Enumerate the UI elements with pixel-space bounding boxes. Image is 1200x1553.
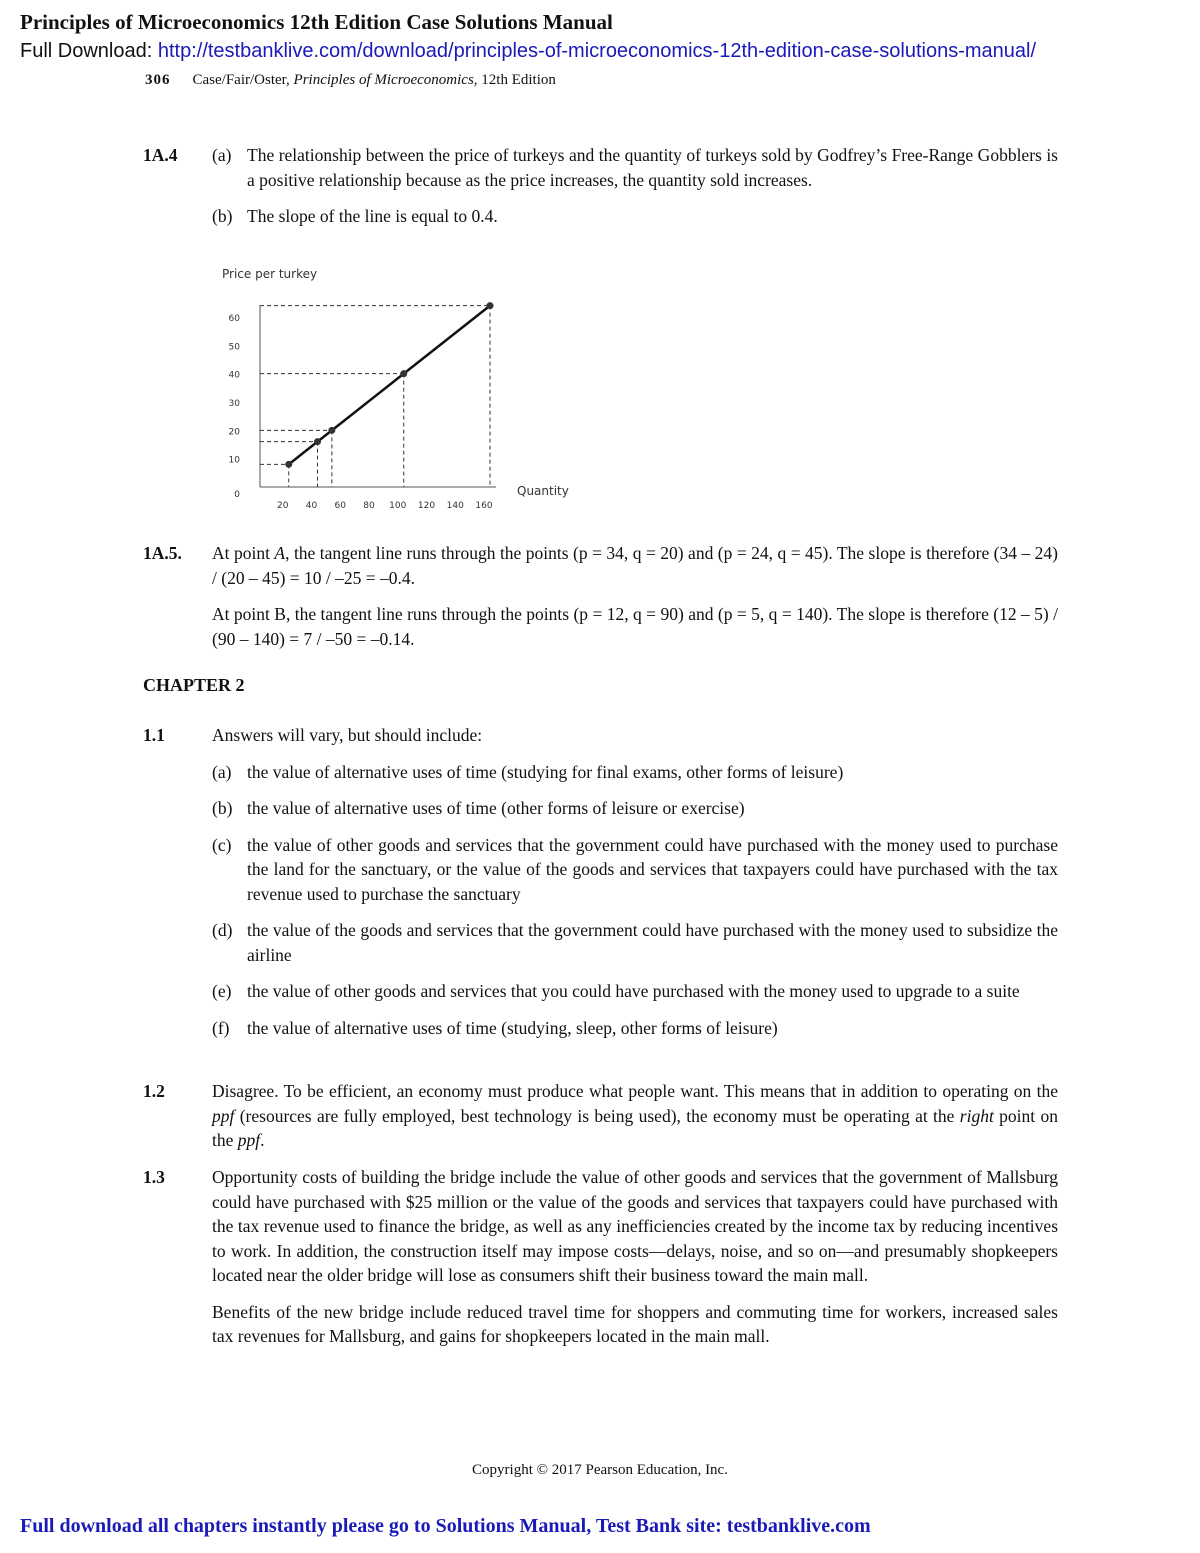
list-item: [212, 1016, 1058, 1041]
emphasis: ppf: [237, 1130, 261, 1150]
x-tick-label: 60: [334, 501, 346, 511]
question-number: 1.3: [143, 1167, 165, 1187]
text-span: (resources are fully employed, best technology is being used), the economy must be operating at the: [234, 1105, 960, 1126]
list-item-text: the value of other goods and services that you could have purchased with the money used to upgrade to a suite: [247, 981, 1020, 1001]
text-span: , the tangent line runs through the points (p = 34, q = 20) and (p = 24, q = 45). The slope is therefore (34 – 24) / (20 – 45) = 10 / –25 = –0.4.: [212, 543, 1058, 588]
y-tick-label: 20: [228, 427, 240, 438]
answer-a: [212, 143, 1058, 192]
answer-label: (a): [212, 145, 232, 165]
list-item-text: the value of alternative uses of time (studying for final exams, other forms of leisure): [247, 761, 844, 782]
x-tick-label: 140: [446, 501, 464, 511]
running-head-book-title: Principles of Microeconomics: [293, 72, 474, 88]
list-item-text: the value of alternative uses of time (studying, sleep, other forms of leisure): [247, 1017, 778, 1038]
problem-number: 1A.5.: [143, 543, 182, 563]
list-item-label: (d): [212, 920, 233, 940]
text-span: Disagree. To be efficient, an economy must produce what people want. This means that in addition to operating on the: [212, 1081, 1058, 1101]
text-span: .: [260, 1130, 265, 1150]
emphasis: ppf: [212, 1105, 235, 1126]
paragraph-point-b: At point B, the tangent line runs through the points (p = 12, q = 90) and (p = 5, q = 140). The slope is therefore (12 – 5) / (90 – 140) = 7 / –50 = –0.14.: [212, 604, 1058, 649]
question-intro: Answers will vary, but should include:: [212, 725, 483, 745]
costs-paragraph: Opportunity costs of building the bridge include the value of other goods and services that the government of Mallsburg could have purchased with $25 million or the value of the goods and services that taxpayers could have purchased with the tax revenue used to finance the bridge, as well as any inefficiencies created by the income tax by reducing incentives to work. In addition, the construction itself may impose costs—delays, noise, and so on—and presumably shopkeepers located near the older bridge will lose as consumers shift their business toward the main mall.: [212, 1167, 1058, 1285]
data-point: [400, 370, 407, 377]
x-tick-label: 20: [277, 501, 289, 511]
y-tick-label: 0: [234, 490, 240, 500]
running-head-suffix: , 12th Edition: [473, 72, 556, 88]
x-tick-label: 40: [305, 501, 318, 511]
list-item-text: the value of other goods and services that the government could have purchased with the money used to purchase the land for the sanctuary, or the value of the goods and services that taxpayers could have purchased with the tax revenue used to purchase the sanctuary: [247, 834, 1058, 904]
x-axis-label: Quantity: [517, 484, 569, 498]
y-tick-label: 60: [228, 314, 240, 324]
question-1-1: [143, 723, 1058, 1040]
problem-1a4: [143, 143, 1058, 229]
download-label: Full Download:: [20, 40, 158, 62]
running-head-prefix: Case/Fair/Oster,: [192, 72, 294, 88]
list-item-label: (f): [212, 1017, 230, 1038]
footer-download-link[interactable]: Full download all chapters instantly please go to Solutions Manual, Test Bank site: testbanklive.com: [20, 1515, 871, 1537]
download-link[interactable]: http://testbanklive.com/download/principles-of-microeconomics-12th-edition-case-solutions-manual/: [157, 40, 1037, 62]
y-axis-label: Price per turkey: [222, 267, 318, 281]
benefits-paragraph: Benefits of the new bridge include reduced travel time for shoppers and commuting time for workers, increased sales tax revenues for Mallsburg, and gains for shopkeepers located in the main mall.: [212, 1301, 1058, 1346]
copyright: Copyright © 2017 Pearson Education, Inc.: [472, 1462, 728, 1478]
data-point: [328, 427, 335, 434]
problem-1a5: [143, 541, 1058, 651]
text-span: At point: [212, 543, 275, 563]
y-tick-label: 40: [228, 370, 240, 381]
question-number: 1.2: [143, 1081, 165, 1101]
point-label: A: [274, 543, 286, 563]
running-head: [145, 72, 556, 89]
x-tick-label: 160: [475, 501, 493, 511]
turkey-price-chart: [200, 262, 600, 517]
list-item-label: (c): [212, 834, 232, 855]
banner-title: Principles of Microeconomics 12th Edition Case Solutions Manual: [20, 10, 613, 34]
answer-text: The slope of the line is equal to 0.4.: [247, 206, 498, 226]
y-tick-label: 30: [228, 399, 240, 409]
data-point: [285, 461, 292, 468]
y-tick-label: 10: [228, 455, 240, 466]
data-point: [314, 438, 321, 445]
question-number: 1.1: [143, 725, 165, 745]
text-span: point on the: [212, 1105, 1058, 1150]
x-tick-label: 120: [417, 501, 436, 511]
page-number: 306: [145, 72, 171, 88]
list-item: [212, 760, 1058, 785]
emphasis: right: [959, 1105, 994, 1126]
question-answer: [212, 1079, 1058, 1153]
list-item-label: (b): [212, 798, 233, 818]
answer-text: The relationship between the price of turkeys and the quantity of turkeys sold by Godfrey’s Free-Range Gobblers is a positive relationship because as the price increases, the quantity sold increases.: [247, 145, 1058, 190]
x-tick-label: 100: [389, 501, 407, 511]
answer-label: (b): [212, 206, 233, 226]
list-item: [212, 796, 1058, 821]
download-line: [20, 40, 1036, 63]
y-tick-label: 50: [228, 342, 240, 353]
list-item: [212, 918, 1058, 967]
question-1-2: [143, 1079, 1058, 1153]
list-item-label: (a): [212, 761, 232, 782]
list-item-label: (e): [212, 981, 232, 1001]
list-item: [212, 833, 1058, 907]
x-tick-label: 80: [363, 501, 375, 511]
list-item-text: the value of alternative uses of time (other forms of leisure or exercise): [247, 798, 745, 818]
question-1-3: [143, 1165, 1058, 1349]
answer-b: [212, 204, 1058, 229]
problem-number: 1A.4: [143, 145, 178, 165]
list-item: [212, 979, 1058, 1004]
data-point: [487, 302, 494, 309]
list-item-text: the value of the goods and services that the government could have purchased with the money used to subsidize the airline: [247, 920, 1058, 965]
paragraph-point-a: [212, 541, 1058, 590]
chapter-heading: CHAPTER 2: [143, 675, 245, 695]
